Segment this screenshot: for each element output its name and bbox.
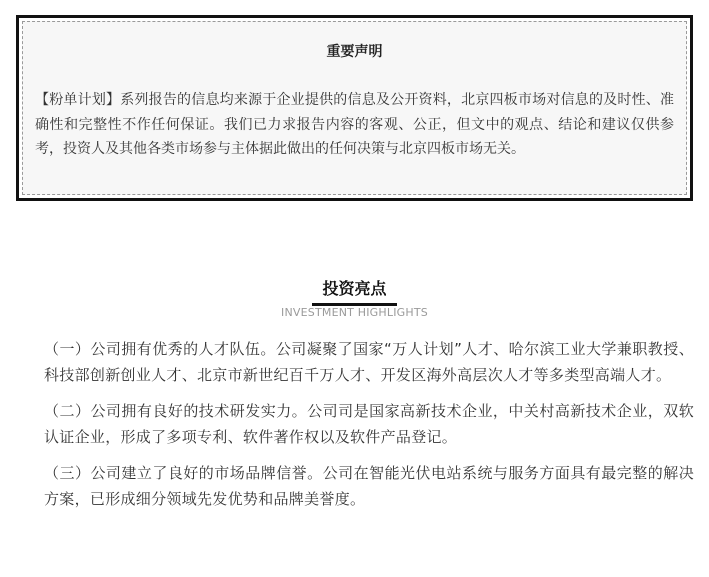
notice-title: 重要声明 [326,44,383,60]
highlight-item-1: （一）公司拥有优秀的人才队伍。公司凝聚了国家“万人计划”人才、哈尔滨工业大学兼职教授、科技部创新创业人才、北京市新世纪百千万人才、开发区海外高层次人才等多类型高端人才。 [44,340,694,384]
section-subtitle: INVESTMENT HIGHLIGHTS [281,306,428,319]
notice-body: 【粉单计划】系列报告的信息均来源于企业提供的信息及公开资料，北京四板市场对信息的及时性、准确性和完整性不作任何保证。我们已力求报告内容的客观、公正，但文中的观点、结论和建议仅供参考，投资人及其他各类市场参与主体据此做出的任何决策与北京四板市场无关。 [35,92,674,157]
section-heading [0,276,709,306]
highlight-item-3: （三）公司建立了良好的市场品牌信誉。公司在智能光伏电站系统与服务方面具有最完整的解决方案，已形成细分领域先发优势和品牌美誉度。 [44,464,694,508]
highlights-list [44,336,694,522]
important-notice-box [16,15,693,201]
section-title: 投资亮点 [312,276,396,306]
highlight-item-2: （二）公司拥有良好的技术研发实力。公司司是国家高新技术企业，中关村高新技术企业，双软认证企业，形成了多项专利、软件著作权以及软件产品登记。 [44,402,694,446]
important-notice-inner [22,21,687,195]
